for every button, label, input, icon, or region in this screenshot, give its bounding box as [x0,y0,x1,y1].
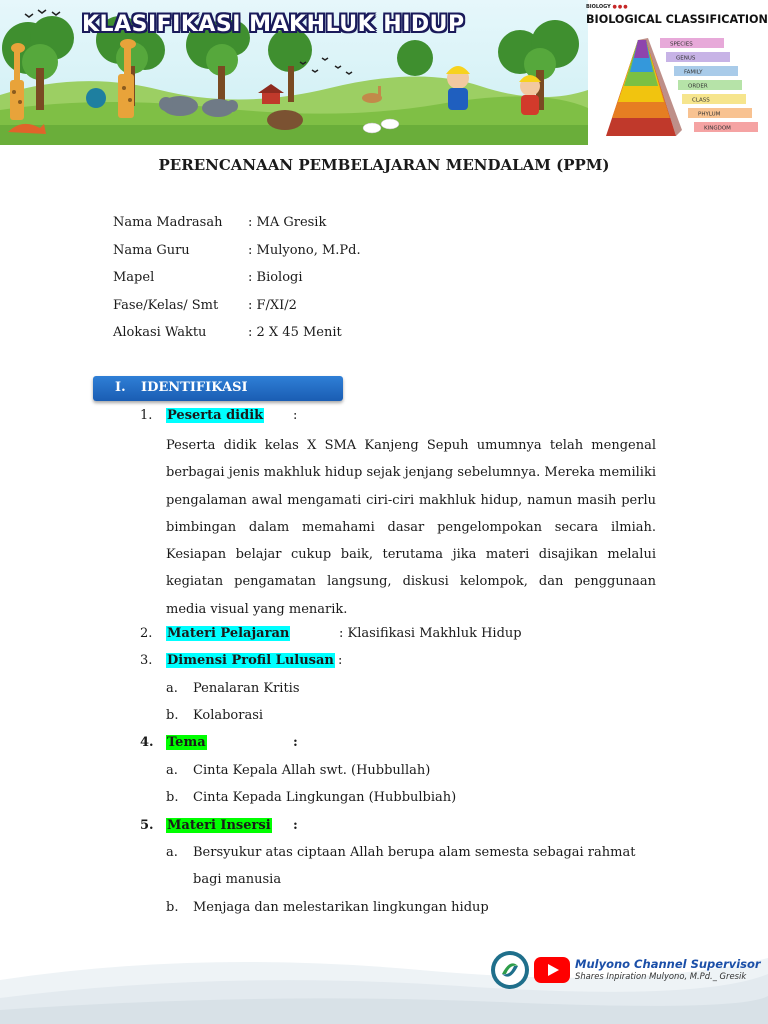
pyramid-label-family: FAMILY [684,69,703,76]
sub-letter: b. [166,708,179,723]
channel-tagline: Shares Inpiration Mulyono, M.Pd._ Gresik [575,971,747,981]
pyramid-label-species: SPECIES [670,41,693,48]
peserta-didik-paragraph: Peserta didik kelas X SMA Kanjeng Sepuh umumnya telah mengenal berbagai jenis makhluk hidup sejak jenjang sebelumnya. Mereka memiliki pengalaman awal mengamati ciri-ciri makhluk hidup, namun masih perlu bimbingan dalam memahami dasar pengelompokan secara ilmiah. Kesiapan belajar cukup baik, terutama jika materi disajikan melalui kegiatan pengamatan langsung, diskusi kelompok, dan penggunaan media visual yang menarik. [166,438,656,617]
item-colon: : [293,818,298,833]
item-label-peserta-didik: Peserta didik [167,408,264,423]
item-number: 3. [140,653,153,668]
info-value: : 2 X 45 Menit [248,325,342,340]
youtube-icon [534,957,570,983]
pyramid-label-phylum: PHYLUM [698,111,721,118]
sub-letter: b. [166,790,179,805]
info-label: Nama Madrasah [113,215,223,230]
document-title: PERENCANAAN PEMBELAJARAN MENDALAM (PPM) [158,156,610,174]
info-value: : F/XI/2 [248,297,297,313]
pyramid-label-genus: GENUS [676,55,696,62]
sub-item-text: Bersyukur atas ciptaan Allah berupa alam semesta sebagai rahmat bagi manusia [193,845,636,887]
section-number: I. [115,380,126,395]
item-number: 2. [140,626,153,641]
info-value: : MA Gresik [248,215,327,230]
sub-item-text: Kolaborasi [193,708,264,723]
sub-letter: b. [166,900,179,915]
pyramid-label-class: CLASS [692,97,710,104]
info-label: Mapel [113,270,155,285]
biology-caption: BIOLOGY ●●● [586,4,629,10]
sub-item-text: Menjaga dan melestarikan lingkungan hidup [193,900,489,915]
info-label: Fase/Kelas/ Smt [113,297,219,313]
pyramid-label-kingdom: KINGDOM [704,125,731,132]
item-number: 1. [140,408,153,423]
section-title: IDENTIFIKASI [141,380,248,395]
pyramid-label-order: ORDER [688,83,708,90]
taxonomy-pyramid [598,36,763,141]
sub-item-text: Cinta Kepada Lingkungan (Hubbulbiah) [193,790,457,805]
biological-classification-heading: BIOLOGICAL CLASSIFICATION [586,13,768,26]
item-number: 5. [140,818,154,833]
sub-letter: a. [166,845,178,860]
item-label-dimensi-profil: Dimensi Profil Lulusan [167,653,334,668]
info-label: Nama Guru [113,242,190,258]
item-colon: : [293,735,298,750]
section-heading-identifikasi [93,376,343,401]
sub-letter: a. [166,681,178,696]
footer-wave [0,940,768,1024]
item-label-materi-pelajaran: Materi Pelajaran [167,626,290,641]
item-label-materi-insersi: Materi Insersi [167,818,271,833]
header-banner [0,0,768,148]
channel-name: Mulyono Channel Supervisor [575,957,761,971]
sub-item-text: Cinta Kepala Allah swt. (Hubbullah) [193,763,431,778]
info-label: Alokasi Waktu [113,325,207,340]
item-colon: : [293,408,298,423]
item-value-materi: : Klasifikasi Makhluk Hidup [339,626,522,641]
item-colon: : [338,653,343,668]
channel-logo-icon [490,950,530,990]
info-value: : Biologi [248,270,303,285]
sub-item-text: Penalaran Kritis [193,681,300,696]
item-label-tema: Tema [167,735,206,750]
info-value: : Mulyono, M.Pd. [248,242,361,258]
item-number: 4. [140,735,154,750]
banner-title: KLASIFIKASI MAKHLUK HIDUP [82,12,465,37]
sub-letter: a. [166,763,178,778]
